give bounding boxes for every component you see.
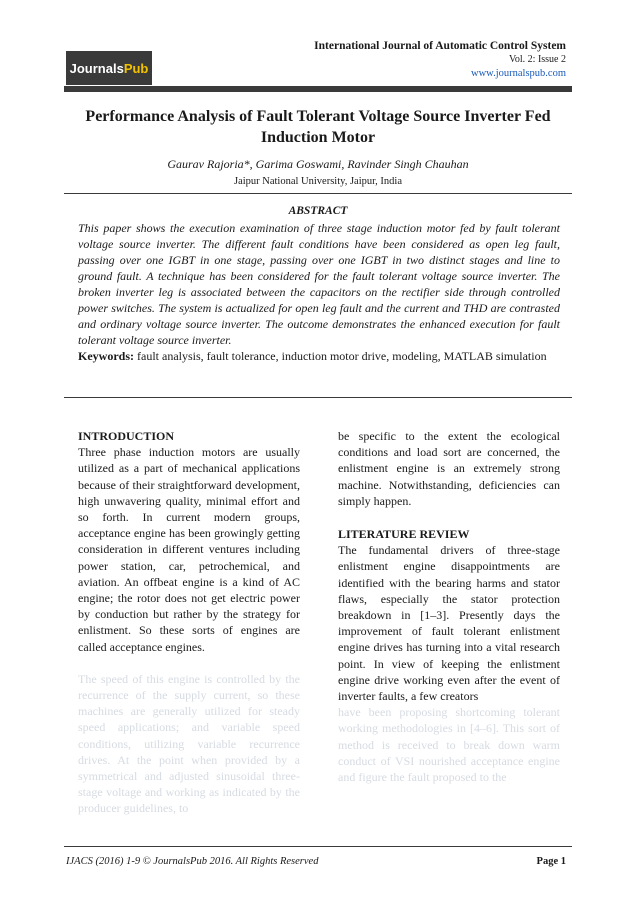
literature-review-faded-text: have been proposing shortcoming tolerant working methodologies in [4–6]. This sort of method is received to break down warm conduct of VSI nourished acceptance engine and figure the fault proposed to the xyxy=(338,705,560,785)
literature-review-heading: LITERATURE REVIEW xyxy=(338,527,470,542)
abstract-heading: ABSTRACT xyxy=(288,205,348,217)
footer-copyright: IJACS (2016) 1-9 © JournalsPub 2016. All Rights Reserved xyxy=(66,856,319,867)
page-number: Page 1 xyxy=(536,856,566,867)
journal-volume: Vol. 2: Issue 2 xyxy=(508,54,566,65)
paper-affiliation: Jaipur National University, Jaipur, India xyxy=(233,176,403,187)
keywords-label: Keywords: xyxy=(78,349,134,363)
introduction-heading: INTRODUCTION xyxy=(78,429,175,443)
literature-review-text: The fundamental drivers of three-stage enlistment engine disappointments are identified with the bearing harms and stator flaws, especially the stator protection breakdown in [1–3]. Presently days the improvement of fault tolerant enlistment engine drives has turning into a vital research point. In view of keeping the enlistment engine drive working even after the event of inverter faults, a few creators xyxy=(338,543,560,704)
abstract-text: This paper shows the execution examination of three stage induction motor fed by fault tolerant voltage source inverter. The different fault conditions have been considered as open leg fault, passing over one IGBT in one stage, passing over one IGBT in two distinct stages and line to ground fault. A technique has been considered for the fault tolerant voltage source inverter. The broken inverter leg is associated between the capacitors on the rectifier side through controlled power switches. The system is actualized for open leg fault and the current and THD are contrasted and ordinary voltage source inverter. The outcome demonstrates the enhanced execution for fault tolerant voltage source inverter. xyxy=(78,221,560,347)
keywords-rule xyxy=(64,397,572,398)
keywords-text: fault analysis, fault tolerance, induction motor drive, modeling, MATLAB simulation xyxy=(137,349,547,363)
keywords xyxy=(78,348,560,365)
right-paragraph-1: be specific to the extent the ecological conditions and load sort are concerned, the enlistment engine is an extremely strong machine. Notwithstanding, deficiencies can simply happen. xyxy=(338,429,560,508)
footer-rule xyxy=(64,846,572,847)
logo-text-pub: Pub xyxy=(123,60,149,76)
introduction-paragraph-1: Three phase induction motors are usually utilized as a part of mechanical applications because of their straightforward development, high unwavering quality, minimal effort and so forth. In current modern groups, acceptance engine has been growingly getting consideration in different ventures including power station, car, petrochemical, and aviation. An offbeat engine is a kind of AC engine; the rotor does not get electric power by conduction but rather by the strategy for enlistment. So these sorts of engines are called acceptance engines. xyxy=(78,445,300,654)
paper-authors: Gaurav Rajoria*, Garima Goswami, Ravinder Singh Chauhan xyxy=(167,157,469,171)
journalspub-logo xyxy=(66,51,152,85)
header-rule xyxy=(64,86,572,92)
introduction-paragraph-2: The speed of this engine is controlled by the recurrence of the supply current, so these machines are generally utilized for steady speed applications; and variable speed conditions, utilizing variable recurrence drives. At the point when provided by a symmetrical and adjusted sinusoidal three-stage voltage and working as indicated by the producer guidelines, to xyxy=(78,671,300,816)
left-column xyxy=(78,428,300,817)
affiliation-rule xyxy=(64,193,572,194)
right-column xyxy=(338,428,560,785)
journal-url[interactable]: www.journalspub.com xyxy=(471,68,566,79)
logo-text-journals: Journals xyxy=(69,60,124,76)
paper-title: Performance Analysis of Fault Tolerant Voltage Source Inverter Fed Induction Motor xyxy=(85,108,551,146)
journal-name: International Journal of Automatic Control System xyxy=(314,40,566,52)
